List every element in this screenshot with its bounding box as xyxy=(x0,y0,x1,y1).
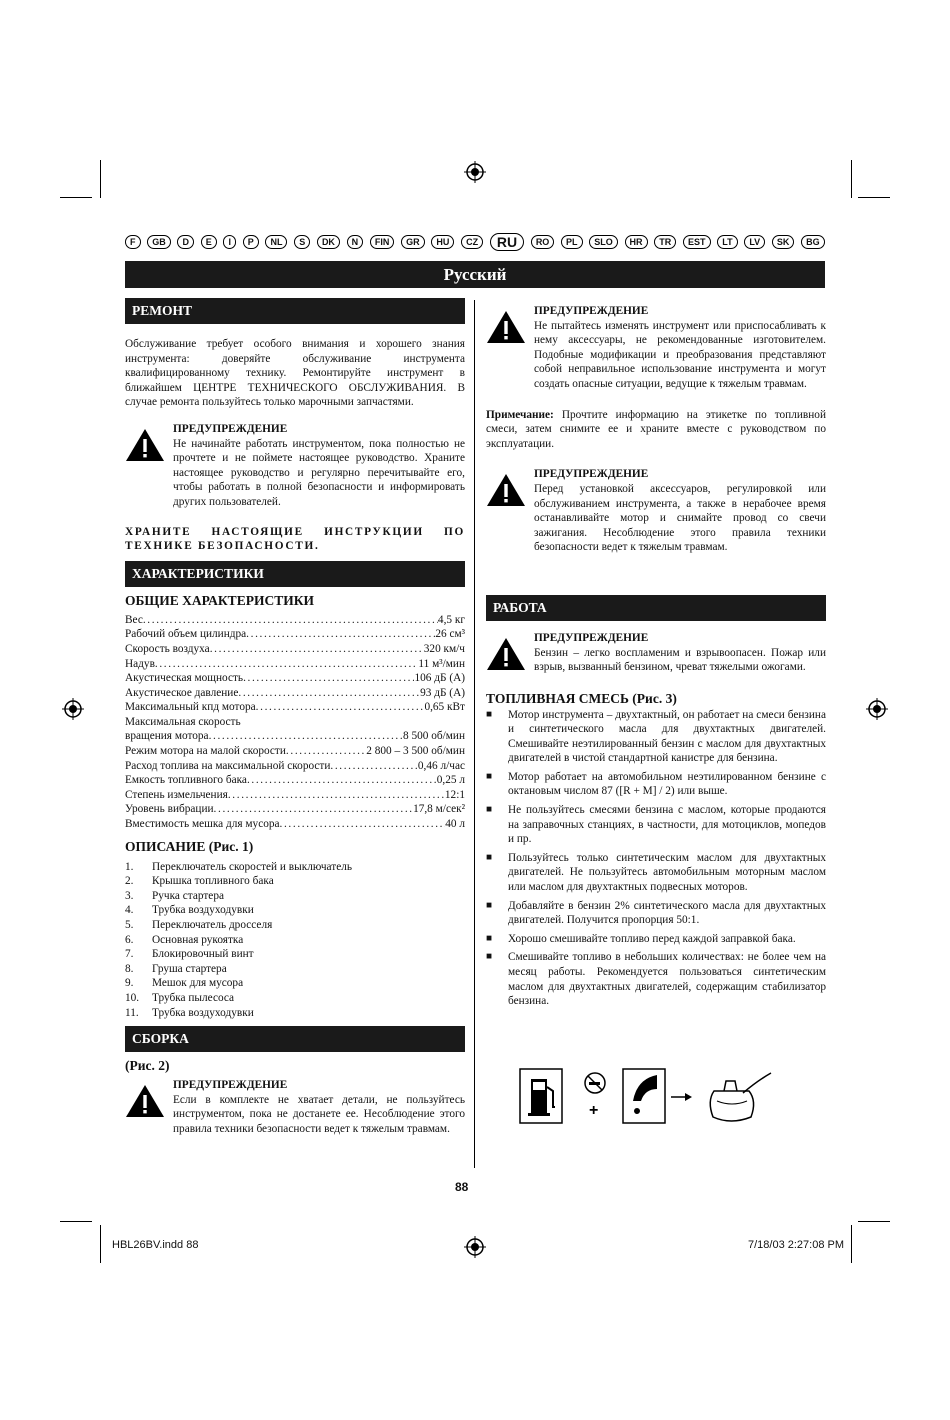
registration-mark-icon xyxy=(62,698,84,720)
bullet-text: Мотор работает на автомобильном неэтилированном бензине с октановым числом 87 ([R + M] / 2) или выше. xyxy=(508,770,826,798)
warning-title: ПРЕДУПРЕЖДЕНИЕ xyxy=(173,422,288,435)
spec-dots xyxy=(214,802,414,817)
description-title: ОПИСАНИЕ (Рис. 1) xyxy=(125,838,254,854)
language-tab-dk: DK xyxy=(317,235,340,249)
spec-row xyxy=(125,700,465,715)
crop-mark xyxy=(851,1225,852,1263)
language-tab-bg: BG xyxy=(801,235,825,249)
bullet-item xyxy=(486,899,826,928)
spec-value: 12:1 xyxy=(444,788,465,801)
spec-row xyxy=(125,657,465,672)
bullet-square-icon: ■ xyxy=(486,770,493,782)
language-tab-fin: FIN xyxy=(370,235,395,249)
language-tab-pl: PL xyxy=(561,235,583,249)
warning-text: Не пытайтесь изменять инструмент или приспосабливать к нему аксессуары, не рекомендованные изготовителем. Подобные модификации и преобразования представляют собой неправильное использование инструмента и могут создать опасные ситуации, ведущие к тяжелым травмам. xyxy=(534,319,826,390)
spec-label: вращения мотора xyxy=(125,730,209,743)
footer-file: HBL26BV.indd 88 xyxy=(112,1239,199,1251)
spec-value: 26 см³ xyxy=(435,628,465,641)
bullet-square-icon: ■ xyxy=(486,804,493,816)
spec-value: 0,25 л xyxy=(436,774,465,787)
list-number: 6. xyxy=(125,933,134,946)
bullet-item xyxy=(486,803,826,847)
warning-title: ПРЕДУПРЕЖДЕНИЕ xyxy=(173,1079,288,1092)
spec-value: 8 500 об/мин xyxy=(402,730,465,743)
language-tab-hu: HU xyxy=(431,235,454,249)
list-number: 2. xyxy=(125,875,134,888)
column-divider xyxy=(474,300,475,1168)
language-tab-d: D xyxy=(177,235,194,249)
spec-value: 4,5 кг xyxy=(437,613,465,626)
spec-dots xyxy=(155,657,418,672)
language-tab-n: N xyxy=(347,235,364,249)
spec-label: Емкость топливного бака xyxy=(125,774,247,787)
language-tab-e: E xyxy=(201,235,217,249)
no-smoking-icon xyxy=(585,1073,605,1093)
list-text: Мешок для мусора xyxy=(152,977,244,990)
warning-triangle-icon xyxy=(125,1084,165,1118)
bullet-square-icon: ■ xyxy=(486,708,493,720)
warning-title: ПРЕДУПРЕЖДЕНИЕ xyxy=(534,468,649,481)
list-number: 10. xyxy=(125,991,140,1004)
language-tab-gb: GB xyxy=(147,235,171,249)
list-text: Груша стартера xyxy=(152,962,227,975)
spec-row xyxy=(125,744,465,759)
language-title: Русский xyxy=(125,261,825,288)
spec-dots xyxy=(286,744,366,759)
note xyxy=(486,408,826,452)
spec-dots xyxy=(228,788,445,803)
note-label: Примечание: xyxy=(486,408,554,421)
fuel-pump-icon xyxy=(520,1069,562,1123)
spec-dots xyxy=(247,773,437,788)
note-text: Прочтите информацию на этикетке по топливной смеси, затем снимите ее и храните вместе с руководством по эксплуатации. xyxy=(486,408,826,450)
right-column xyxy=(486,298,826,1013)
bullet-text: Пользуйтесь только синтетическим маслом для двухтактных двигателей. Не пользуйтесь автомобильным моторным маслом или маслом для двухтактных подвесных моторов. xyxy=(508,851,826,894)
specs-subtitle: ОБЩИЕ ХАРАКТЕРИСТИКИ xyxy=(125,592,314,608)
spec-row xyxy=(125,817,465,832)
spec-label: Акустическая мощность xyxy=(125,672,244,685)
list-number: 1. xyxy=(125,860,134,873)
keep-instructions: ХРАНИТЕ НАСТОЯЩИЕ ИНСТРУКЦИИ ПО ТЕХНИКЕ БЕЗОПАСНОСТИ. xyxy=(125,525,465,553)
spec-dots xyxy=(209,729,403,744)
spec-dots xyxy=(143,613,438,628)
language-tab-tr: TR xyxy=(654,235,676,249)
spec-value: 40 л xyxy=(445,818,465,831)
list-item xyxy=(125,1006,465,1021)
spec-label: Вместимость мешка для мусора xyxy=(125,818,280,831)
spec-label: Уровень вибрации xyxy=(125,803,214,816)
spec-row xyxy=(125,788,465,803)
list-text: Переключатель скоростей и выключатель xyxy=(152,860,353,873)
list-item xyxy=(125,918,465,933)
language-tab-slo: SLO xyxy=(589,235,618,249)
oil-funnel-icon xyxy=(623,1069,665,1123)
arrow-right-icon xyxy=(671,1093,692,1101)
warning-title: ПРЕДУПРЕЖДЕНИЕ xyxy=(534,631,649,644)
spec-label: Максимальный кпд мотора xyxy=(125,701,256,714)
fuel-mix-illustration xyxy=(519,1067,779,1127)
repair-text: Обслуживание требует особого внимания и хорошего знания инструмента: доверяйте обслуживание инструмента квалифицированному технику. Ремонтируйте инструмент в ближайшем ЦЕНТРЕ ТЕХНИЧЕСКОГО ОБСЛУЖИВАНИЯ. В случае ремонта пользуйтесь только марочными запчастями. xyxy=(125,338,465,409)
crop-mark xyxy=(100,160,101,198)
assembly-warning xyxy=(125,1078,465,1136)
spec-value: 106 дБ (A) xyxy=(414,672,465,685)
bullet-text: Смешивайте топливо в небольших количествах: не более чем на месяц работы. Рекомендуется пользоваться синтетическим маслом для двухтактных двигателей, содержащим стабилизатор бензина. xyxy=(508,951,826,1008)
list-item xyxy=(125,903,465,918)
language-tab-cz: CZ xyxy=(461,235,483,249)
list-item xyxy=(125,962,465,977)
bullet-item xyxy=(486,708,826,766)
fuel-mix-list xyxy=(486,708,826,1009)
bullet-square-icon: ■ xyxy=(486,851,493,863)
repair-warning xyxy=(125,422,465,510)
spec-label: Вес xyxy=(125,613,143,626)
list-text: Крышка топливного бака xyxy=(152,875,274,888)
specs-list xyxy=(125,613,465,832)
assembly-fig: (Рис. 2) xyxy=(125,1058,170,1074)
modification-warning xyxy=(486,304,826,392)
warning-text: Если в комплекте не хватает детали, не пользуйтесь инструментом, пока не достанете ее. Несоблюдение этого правила техники безопасности ведет к тяжелым травмам. xyxy=(173,1093,465,1135)
list-item xyxy=(125,874,465,889)
spec-row xyxy=(125,613,465,628)
spec-label: Скорость воздуха xyxy=(125,642,210,655)
warning-triangle-icon xyxy=(125,428,165,462)
fuel-mix-title: ТОПЛИВНАЯ СМЕСЬ (Рис. 3) xyxy=(486,690,677,706)
warning-triangle-icon xyxy=(486,310,526,344)
registration-mark-icon xyxy=(464,161,486,183)
spec-row xyxy=(125,759,465,774)
list-text: Блокировочный винт xyxy=(152,948,254,961)
list-text: Трубка пылесоса xyxy=(152,991,235,1004)
fuel-warning xyxy=(486,631,826,676)
bullet-square-icon: ■ xyxy=(486,932,493,944)
warning-triangle-icon xyxy=(486,637,526,671)
crop-mark xyxy=(858,197,890,198)
spec-label: Расход топлива на максимальной скорости xyxy=(125,759,331,772)
list-text: Ручка стартера xyxy=(152,889,224,902)
language-tab-hr: HR xyxy=(625,235,648,249)
section-header-repair: РЕМОНТ xyxy=(125,298,465,324)
language-tab-ru: RU xyxy=(490,233,524,251)
spec-value: 17,8 м/сек² xyxy=(413,803,465,816)
spec-label: Рабочий объем цилиндра xyxy=(125,628,247,641)
list-item xyxy=(125,947,465,962)
language-tabs xyxy=(125,233,825,251)
spec-dots xyxy=(280,817,446,832)
list-item xyxy=(125,889,465,904)
spec-value: 93 дБ (A) xyxy=(420,686,465,699)
list-text: Трубка воздуходувки xyxy=(152,904,254,917)
warning-text: Не начинайте работать инструментом, пока полностью не прочтете и не поймете настоящее руководство. Храните настоящее руководство и регулярно перечитывайте его, чтобы работать в полной безопасности и информировать других пользователей. xyxy=(173,437,465,508)
section-header-specs: ХАРАКТЕРИСТИКИ xyxy=(125,561,465,587)
bullet-square-icon: ■ xyxy=(486,951,493,963)
crop-mark xyxy=(851,160,852,198)
language-tab-p: P xyxy=(243,235,259,249)
language-tab-ro: RO xyxy=(531,235,555,249)
crop-mark xyxy=(60,197,92,198)
language-tab-lt: LT xyxy=(717,235,737,249)
warning-text: Бензин – легко воспламеним и взрывоопасен. Пожар или взрыв, вызванный бензином, чреват тяжелыми ожогами. xyxy=(534,646,826,674)
list-number: 3. xyxy=(125,889,134,902)
section-header-operation: РАБОТА xyxy=(486,595,826,621)
spec-row xyxy=(125,773,465,788)
bullet-square-icon: ■ xyxy=(486,899,493,911)
registration-mark-icon xyxy=(464,1236,486,1258)
spec-dots xyxy=(330,759,418,774)
spec-label: Надув xyxy=(125,657,155,670)
list-number: 11. xyxy=(125,1006,139,1019)
list-number: 5. xyxy=(125,919,134,931)
bullet-item xyxy=(486,851,826,895)
spec-row xyxy=(125,671,465,686)
warning-title: ПРЕДУПРЕЖДЕНИЕ xyxy=(534,305,649,317)
spec-dots xyxy=(238,686,420,701)
crop-mark xyxy=(60,1221,92,1222)
list-item xyxy=(125,933,465,948)
bullet-text: Хорошо смешивайте топливо перед каждой заправкой бака. xyxy=(508,932,796,945)
warning-text: Перед установкой аксессуаров, регулировкой или обслуживанием инструмента, а также в нерабочее время останавливайте мотор и снимайте провод со свечи зажигания. Несоблюдение этого правила техники безопасности ведет к тяжелым травмам. xyxy=(534,482,826,554)
registration-mark-icon xyxy=(866,698,888,720)
spec-dots xyxy=(256,700,425,715)
language-tab-f: F xyxy=(125,235,141,249)
spec-label: Степень измельчения xyxy=(125,788,228,801)
language-tab-lv: LV xyxy=(744,235,765,249)
list-number: 9. xyxy=(125,977,134,990)
plus-sign: + xyxy=(589,1102,599,1119)
spec-row xyxy=(125,642,465,657)
spec-dots xyxy=(243,671,414,686)
spec-label: Максимальная скорость xyxy=(125,715,241,728)
spec-row xyxy=(125,627,465,642)
language-tab-sk: SK xyxy=(772,235,795,249)
language-tab-gr: GR xyxy=(401,235,425,249)
spec-row xyxy=(125,715,465,730)
warning-triangle-icon xyxy=(486,473,526,507)
list-item xyxy=(125,860,465,875)
bullet-text: Добавляйте в бензин 2% синтетического масла для двухтактных двигателей. Получится пропорция 50:1. xyxy=(508,899,826,927)
crop-mark xyxy=(100,1225,101,1263)
spec-value: 11 м³/мин xyxy=(418,657,465,670)
section-header-assembly: СБОРКА xyxy=(125,1026,465,1052)
bullet-item xyxy=(486,932,826,947)
page-number: 88 xyxy=(455,1180,469,1194)
spec-value: 320 км/ч xyxy=(423,642,465,655)
list-number: 7. xyxy=(125,948,134,961)
list-item xyxy=(125,976,465,991)
parts-list xyxy=(125,860,465,1021)
language-tab-est: EST xyxy=(683,235,711,249)
spec-value: 0,65 кВт xyxy=(424,701,465,714)
spec-dots xyxy=(210,642,424,657)
spec-label: Режим мотора на малой скорости xyxy=(125,745,286,758)
fuel-can-icon xyxy=(710,1073,771,1121)
left-column xyxy=(125,298,465,1137)
list-number: 8. xyxy=(125,962,134,975)
maintenance-warning xyxy=(486,467,826,555)
bullet-text: Не пользуйтесь смесями бензина с маслом, которые продаются на заправочных станциях, в частности, для мотоциклов, мопедов и пр. xyxy=(508,804,826,846)
list-text: Основная рукоятка xyxy=(152,933,244,946)
footer-timestamp: 7/18/03 2:27:08 PM xyxy=(747,1239,844,1251)
bullet-item xyxy=(486,950,826,1008)
crop-mark xyxy=(858,1221,890,1222)
language-tab-nl: NL xyxy=(265,235,287,249)
list-number: 4. xyxy=(125,904,134,917)
spec-value: 0,46 л/час xyxy=(417,759,465,772)
spec-label: Акустическое давление xyxy=(125,686,239,699)
list-text: Переключатель дросселя xyxy=(152,919,273,931)
spec-dots xyxy=(246,627,435,642)
language-tab-i: I xyxy=(223,235,236,249)
bullet-text: Мотор инструмента – двухтактный, он работает на смеси бензина и синтетического масла для двухтактных двигателей. Смешивайте неэтилированный бензин с маслом для двухтактных двигателей в чистой стандартной канистре для бензина. xyxy=(508,708,826,765)
bullet-item xyxy=(486,770,826,799)
spec-row xyxy=(125,802,465,817)
list-text: Трубка воздуходувки xyxy=(152,1006,254,1019)
spec-value: 2 800 – 3 500 об/мин xyxy=(366,745,465,758)
spec-row xyxy=(125,686,465,701)
list-item xyxy=(125,991,465,1006)
language-tab-s: S xyxy=(294,235,310,249)
spec-row xyxy=(125,729,465,744)
